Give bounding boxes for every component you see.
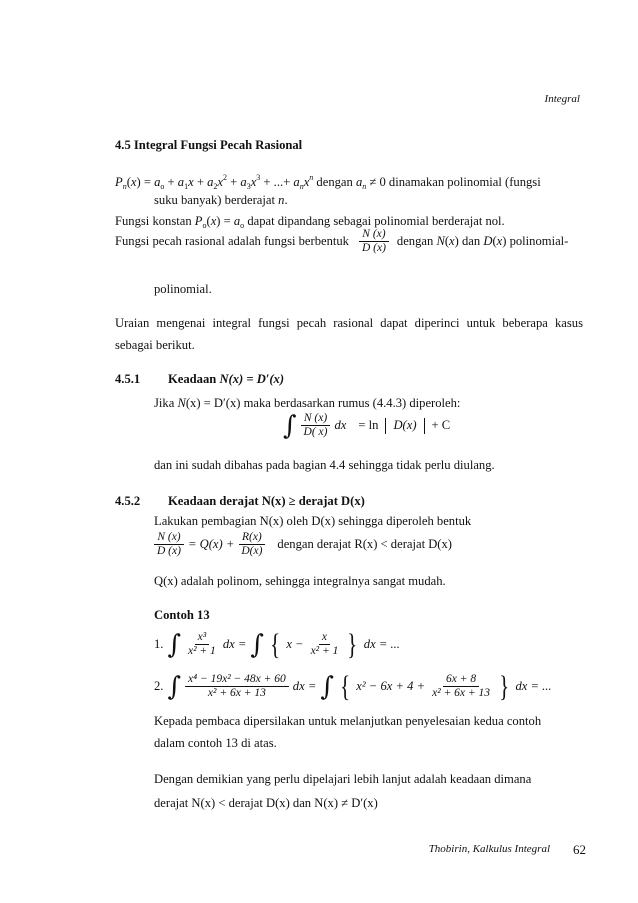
rational-fraction: $\frac{N (x)}{D (x)}$ [359,228,389,256]
intro-paragraph: Uraian mengenai integral fungsi pecah rasional dapat diperinci untuk beberapa kasus sebagai berikut. [115,316,583,352]
example-after-line2: dalam contoh 13 di atas. [154,736,277,750]
polynomial-definition-line2: suku banyak) berderajat n. [154,193,288,207]
rational-line2: polinomial. [154,282,212,296]
ex1-inner-fraction: $\frac{x}{\text{x² + 1}}$ [310,630,339,658]
s452-line1: Lakukan pembagian N(x) oleh D(x) sehingga diperoleh bentuk [154,514,472,528]
poly-condition: ≠ 0 dinamakan polinomial (fungsi [366,175,541,189]
s452-lhs-fraction: $\frac{N (x)}{D (x)}$ [154,531,184,559]
example-2: 2. ∫ $\frac{\text{x⁴ − 19x² − 48x + 60}}{\text{x² + 6x + 13}}$ dx = ∫ { x² − 6x + 4 + $\frac{6x + 8}{\text{x² + 6x + 13}}$ } dx = ... [154,670,552,703]
constant-function-line: Fungsi konstan $P_o(x) = a_o$ dapat dipandang sebagai polinomial berderajat nol. [115,214,505,230]
s452-equation: $\frac{N (x)}{D (x)}$ = Q(x) + $\frac{R(x)}{D(x)}$ dengan derajat R(x) < derajat D(x) [154,531,452,559]
integral-sign: ∫ [167,630,181,660]
example-after-line1: Kepada pembaca dipersilakan untuk melanjutkan penyelesaian kedua contoh [154,714,542,728]
ex2-fraction: $\frac{\text{x⁴ − 19x² − 48x + 60}}{\text{x² + 6x + 13}}$ [185,673,289,701]
s451-equation: ∫ $\frac{N (x)}{D( x)}$ dx = ln D(x) + C [283,411,451,441]
polynomial-definition: $P_n(x) = a_o + a_1x + a_2x^2 + a_3x^3$ + ...+ $a_nx^n$ dengan $a_n \ne 0$ dinamakan polinomial (fungsi [115,173,541,191]
example-1: 1. ∫ $\frac{\text{x³}}{\text{x² + 1}}$ dx = ∫ { x − $\frac{x}{\text{x² + 1}}$ } dx = ... [154,628,400,661]
s452-line2: Q(x) adalah polinom, sehingga integralnya sangat mudah. [154,574,446,588]
right-brace: } [499,670,510,703]
integral-sign: ∫ [320,672,334,702]
s451-line1: Jika N(x) = D′(x) maka berdasarkan rumus (4.4.3) diperoleh: [154,396,461,410]
rational-function-line: Fungsi pecah rasional adalah fungsi berbentuk $\frac{N (x)}{D (x)}$ dengan N(x) dan D(x) polinomial- [115,228,569,255]
poly-dengan: dengan [313,175,356,189]
subsection-452-number: 4.5.2 [115,494,141,508]
integral-sign: ∫ [283,411,297,441]
integral-sign: ∫ [167,672,181,702]
subsection-451-number: 4.5.1 [115,372,141,386]
page-number: 62 [573,842,586,857]
running-header: Integral [544,93,580,105]
footer-book-title: Thobirin, Kalkulus Integral [428,843,550,855]
left-brace: { [270,628,281,661]
section-title: 4.5 Integral Fungsi Pecah Rasional [115,138,303,152]
abs-bar-left [385,418,386,434]
example-title: Contoh 13 [154,608,210,622]
subsection-452-title: Keadaan derajat N(x) ≥ derajat D(x) [168,494,365,508]
integral-sign: ∫ [250,630,264,660]
rational-text-a: Fungsi pecah rasional adalah fungsi berbentuk [115,234,349,249]
abs-bar-right [424,418,425,434]
ex2-inner-fraction: $\frac{6x + 8}{\text{x² + 6x + 13}}$ [432,672,491,700]
s451-line2: dan ini sudah dibahas pada bagian 4.4 sehingga tidak perlu diulang. [154,458,495,472]
closing-line1: Dengan demikian yang perlu dipelajari lebih lanjut adalah keadaan dimana [154,772,532,786]
s451-fraction: $\frac{N (x)}{D( x)}$ [301,412,331,440]
left-brace: { [340,670,351,703]
subsection-451-title: Keadaan N(x) = D′(x) [168,372,285,386]
ex1-fraction: $\frac{\text{x³}}{\text{x² + 1}}$ [188,630,216,658]
right-brace: } [347,628,358,661]
closing-line2: derajat N(x) < derajat D(x) dan N(x) ≠ D′(x) [154,796,378,810]
s452-r-fraction: $\frac{R(x)}{D(x)}$ [238,531,265,559]
